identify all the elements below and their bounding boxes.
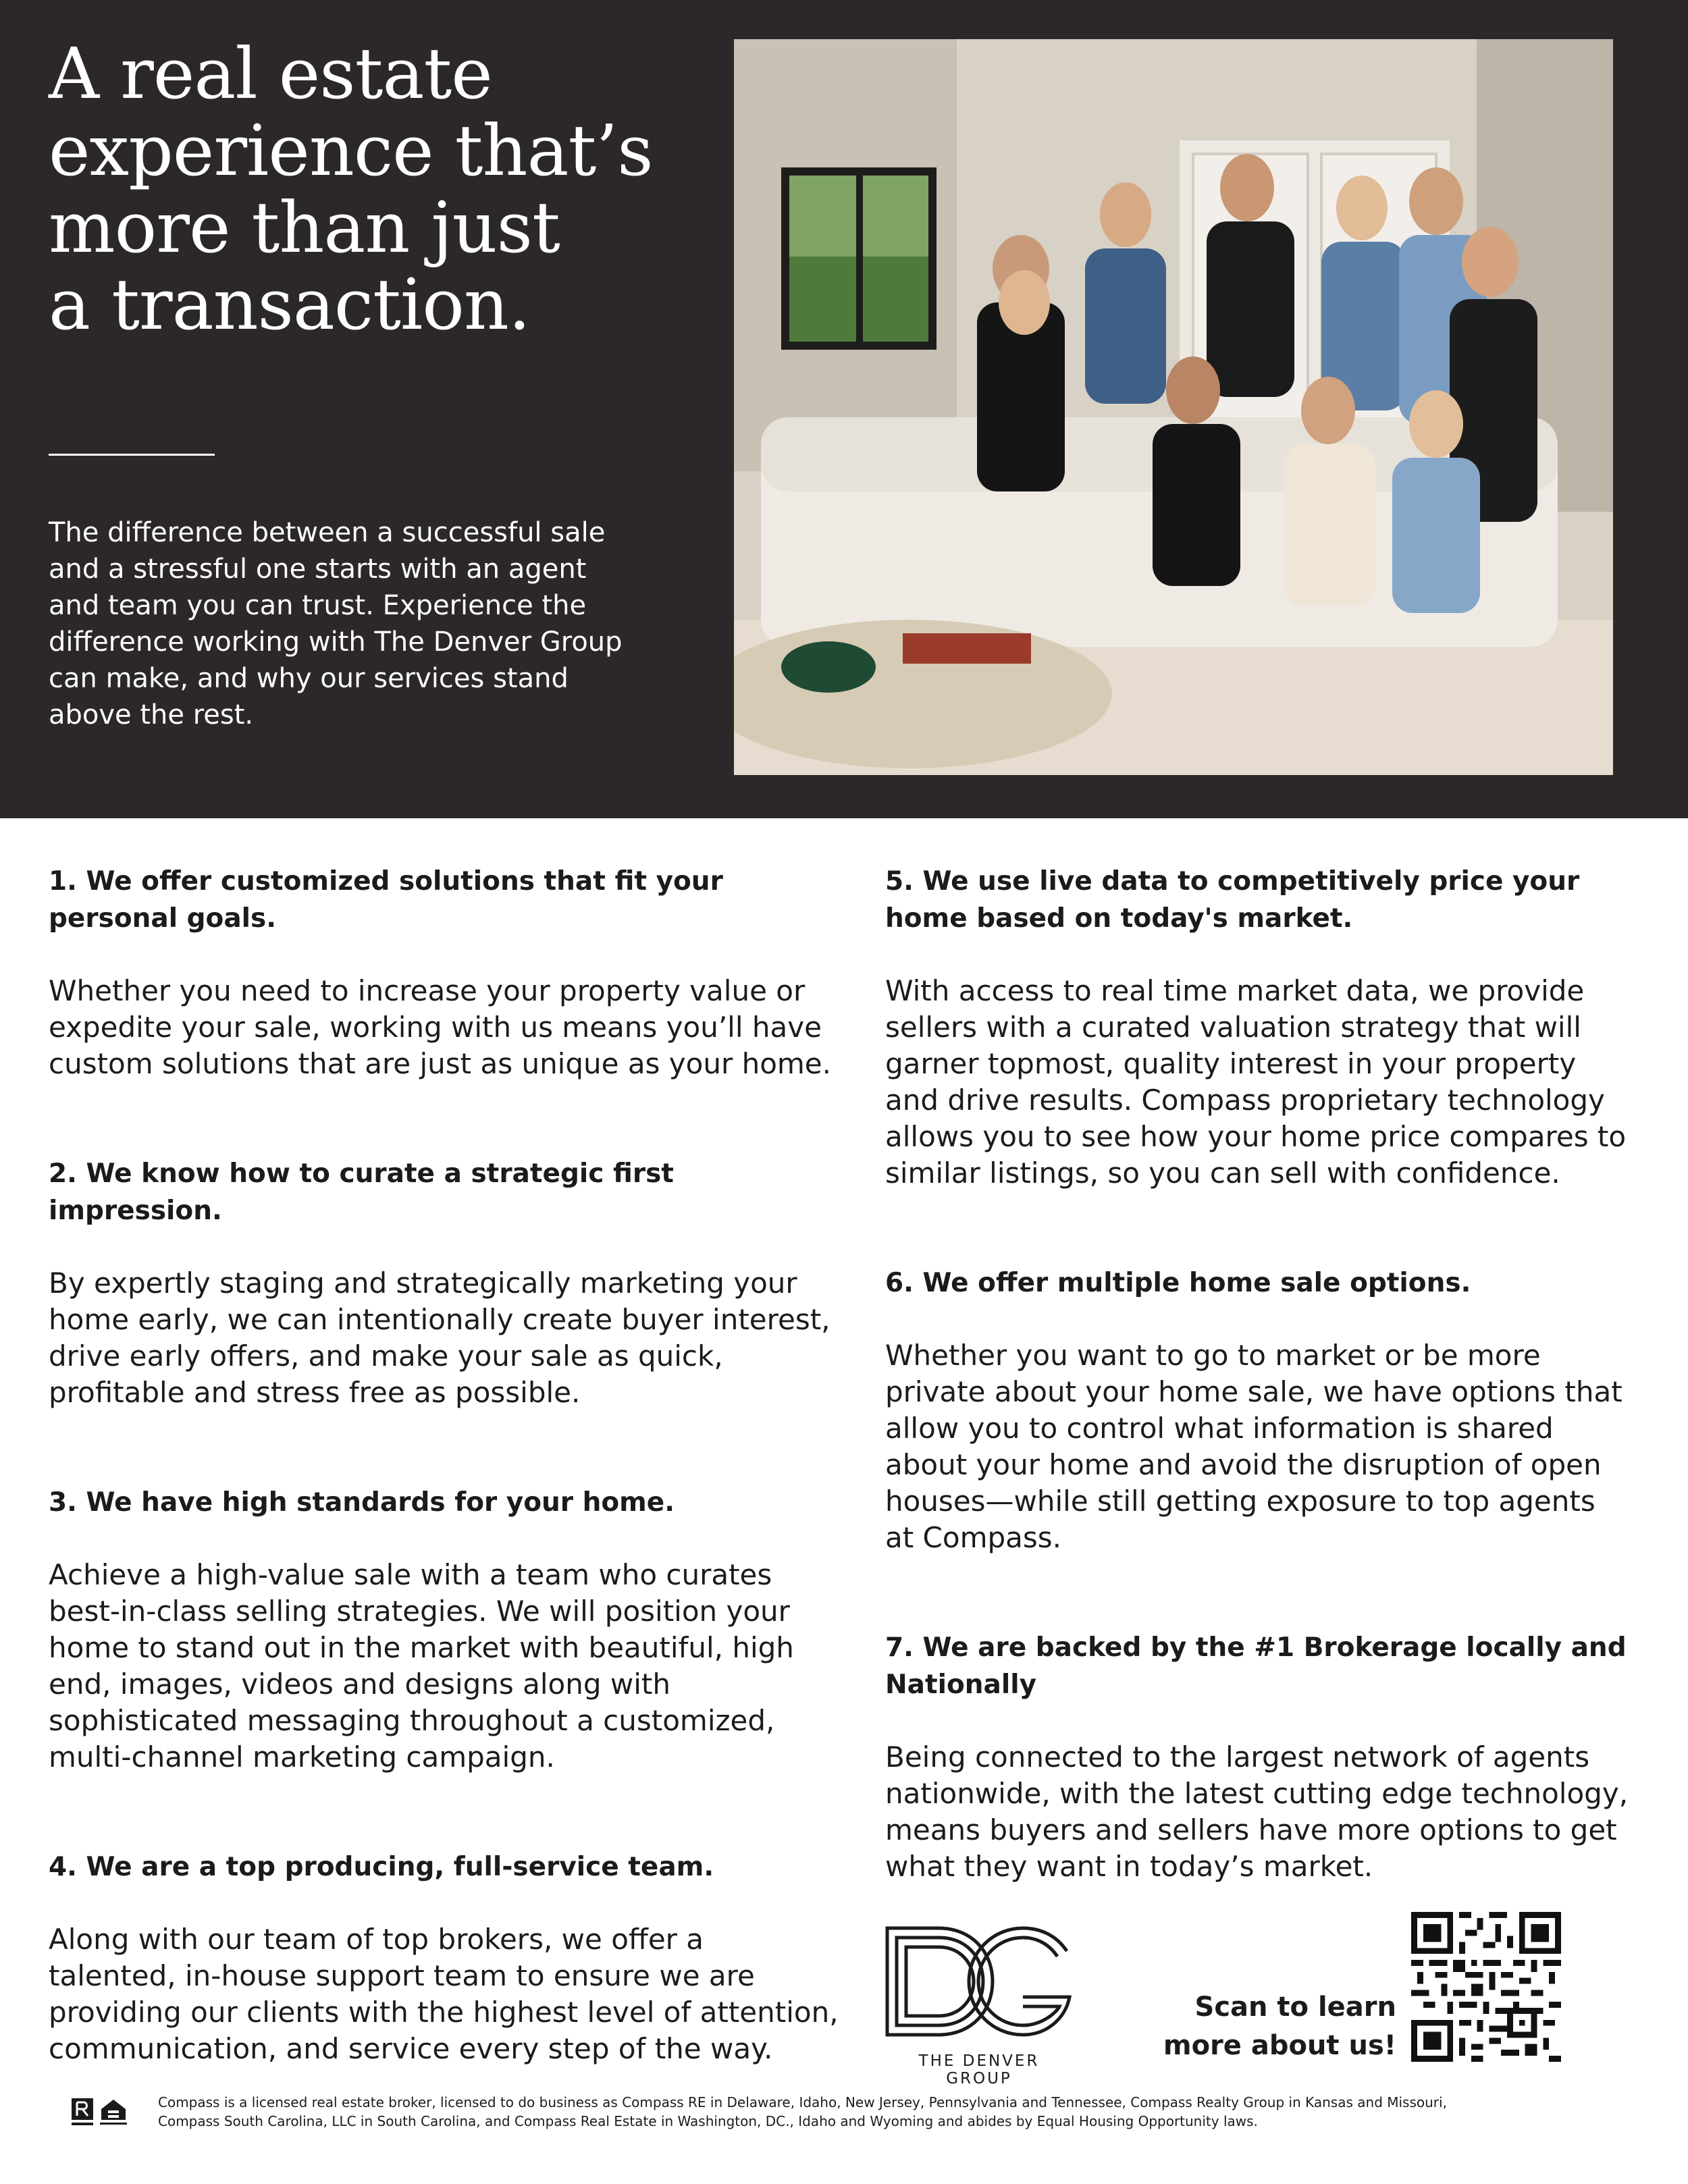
section-body-line: and drive results. Compass proprietary technology	[885, 1084, 1605, 1117]
section-title-line: 2. We know how to curate a strategic first impression.	[49, 1158, 674, 1226]
scan-cta-line: Scan to learn	[1194, 1992, 1396, 2023]
compliance-logos	[70, 2094, 138, 2135]
intro-line: and a stressful one starts with an agent	[49, 554, 587, 585]
section-title	[49, 863, 845, 937]
section-body-line: By expertly staging and strategically marketing your	[49, 1267, 797, 1300]
section-body-line: best-in-class selling strategies. We will position your	[49, 1595, 790, 1628]
section-body-line: talented, in-house support team to ensure we are	[49, 1959, 755, 1992]
scan-cta	[1148, 1988, 1396, 2065]
intro-line: above the rest.	[49, 699, 254, 730]
qr-code-icon	[1411, 1912, 1561, 2062]
section-body-line: home early, we can intentionally create buyer interest,	[49, 1303, 830, 1336]
section-body-line: about your home and avoid the disruption of open	[885, 1448, 1602, 1481]
section-body-line: Being connected to the largest network of agents	[885, 1740, 1590, 1774]
section-title	[49, 1484, 845, 1521]
section-title-line: 3. We have high standards for your home.	[49, 1487, 675, 1518]
section-body-line: providing our clients with the highest level of attention,	[49, 1996, 839, 2029]
section-title-line: home based on today's market.	[885, 903, 1353, 934]
section-body-line: custom solutions that are just as unique as your home.	[49, 1047, 831, 1080]
right-column	[885, 863, 1682, 1958]
dg-monogram-icon	[885, 1924, 1074, 2039]
section-body-line: houses—while still getting exposure to top agents	[885, 1485, 1595, 1518]
equal-housing-icon	[100, 2100, 127, 2125]
section-body-line: nationwide, with the latest cutting edge technology,	[885, 1777, 1629, 1810]
section-title-line: 4. We are a top producing, full-service team.	[49, 1852, 714, 1882]
section-title-line: 6. We offer multiple home sale options.	[885, 1268, 1471, 1298]
scan-cta-line: more about us!	[1163, 2030, 1396, 2061]
headline-line: A real estate	[49, 32, 492, 115]
section-body-line: allow you to control what information is shared	[885, 1412, 1554, 1445]
section-first-impression	[49, 1155, 845, 1411]
section-body-line: communication, and service every step of the way.	[49, 2032, 773, 2065]
intro-line: and team you can trust. Experience the	[49, 590, 587, 621]
section-body-line: Along with our team of top brokers, we offer a	[49, 1923, 704, 1956]
denver-group-logo	[885, 1924, 1080, 2087]
section-body	[885, 973, 1682, 1192]
section-full-service-team	[49, 1848, 845, 2067]
left-column	[49, 863, 845, 2140]
section-body	[49, 1557, 845, 1776]
section-body-line: private about your home sale, we have options that	[885, 1375, 1623, 1408]
section-title	[49, 1155, 845, 1229]
section-title	[49, 1848, 845, 1886]
headline	[49, 32, 697, 346]
section-body-line: drive early offers, and make your sale as quick,	[49, 1339, 723, 1373]
qr-code[interactable]	[1411, 1912, 1561, 2062]
section-body-line: sellers with a curated valuation strategy that will	[885, 1011, 1581, 1044]
section-title-line: Nationally	[885, 1670, 1037, 1700]
section-body-line: expedite your sale, working with us means you’ll have	[49, 1011, 822, 1044]
section-body	[49, 1921, 845, 2067]
logo-tagline: THE DENVER GROUP	[918, 2052, 1040, 2087]
headline-line: experience that’s	[49, 109, 653, 192]
section-title-line: personal goals.	[49, 903, 277, 934]
section-title	[885, 1629, 1682, 1703]
intro-paragraph	[49, 514, 656, 733]
headline-line: a transaction.	[49, 263, 530, 346]
intro-line: The difference between a successful sale	[49, 517, 606, 548]
section-title-line: 1. We offer customized solutions that fit your	[49, 866, 723, 897]
legal-line: Compass is a licensed real estate broker, licensed to do business as Compass RE in Delaware, Idaho, New Jersey, Pennsylvania and Tennessee, Compass Realty Group in Kansas and Missouri,	[158, 2094, 1447, 2110]
section-body-line: at Compass.	[885, 1521, 1062, 1554]
section-body-line: With access to real time market data, we provide	[885, 974, 1585, 1007]
section-body-line: home to stand out in the market with beautiful, high	[49, 1631, 794, 1664]
section-sale-options	[885, 1264, 1682, 1556]
section-body-line: garner topmost, quality interest in your property	[885, 1047, 1577, 1080]
section-body-line: Whether you want to go to market or be more	[885, 1339, 1541, 1372]
section-body	[885, 1739, 1682, 1885]
section-body-line: similar listings, so you can sell with confidence.	[885, 1156, 1560, 1190]
realtor-icon	[72, 2098, 93, 2125]
section-customized-solutions	[49, 863, 845, 1082]
section-body-line: profitable and stress free as possible.	[49, 1376, 581, 1409]
section-title	[885, 1264, 1682, 1302]
section-body	[49, 973, 845, 1082]
section-body-line: end, images, videos and designs along with	[49, 1668, 670, 1701]
headline-line: more than just	[49, 186, 560, 269]
legal-line: Compass South Carolina, LLC in South Carolina, and Compass Real Estate in Washington, DC., Idaho and Wyoming and abides by Equal Housing Opportunity laws.	[158, 2113, 1258, 2129]
headline-divider	[49, 454, 215, 456]
section-live-data	[885, 863, 1682, 1192]
section-body-line: multi-channel marketing campaign.	[49, 1740, 555, 1774]
hero-banner	[0, 0, 1688, 818]
section-body	[49, 1265, 845, 1411]
legal-disclaimer	[158, 2093, 1610, 2131]
intro-line: can make, and why our services stand	[49, 663, 569, 694]
section-body-line: Achieve a high-value sale with a team who curates	[49, 1558, 772, 1591]
section-body-line: what they want in today’s market.	[885, 1850, 1373, 1883]
section-body	[885, 1337, 1682, 1556]
section-title	[885, 863, 1682, 937]
section-high-standards	[49, 1484, 845, 1776]
section-body-line: Whether you need to increase your property value or	[49, 974, 806, 1007]
section-brokerage	[885, 1629, 1682, 1885]
team-photo	[734, 39, 1613, 775]
section-body-line: sophisticated messaging throughout a customized,	[49, 1704, 775, 1737]
intro-line: difference working with The Denver Group	[49, 627, 623, 658]
section-title-line: 5. We use live data to competitively price your	[885, 866, 1580, 897]
section-body-line: allows you to see how your home price compares to	[885, 1120, 1627, 1153]
section-title-line: 7. We are backed by the #1 Brokerage locally and	[885, 1632, 1627, 1663]
section-body-line: means buyers and sellers have more options to get	[885, 1813, 1617, 1846]
